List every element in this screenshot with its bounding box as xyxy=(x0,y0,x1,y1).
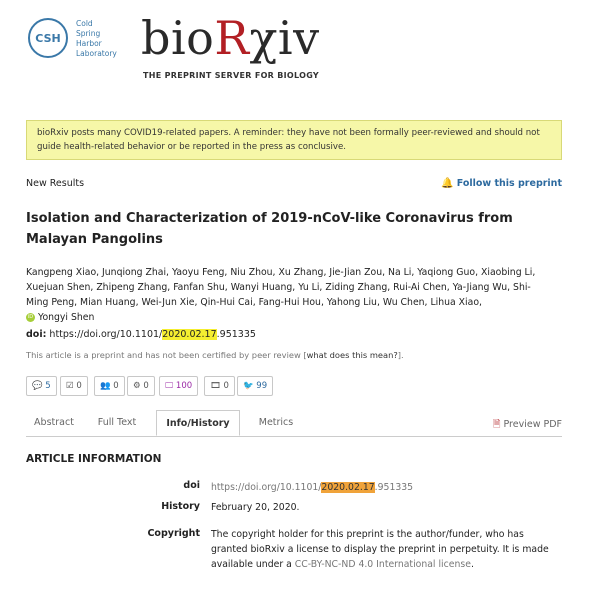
twitter-button[interactable]: 🐦 99 xyxy=(237,376,273,396)
info-doi-label: doi xyxy=(183,480,200,491)
tab-info-history[interactable]: Info/History xyxy=(156,410,240,436)
follow-preprint-button[interactable] xyxy=(441,178,562,189)
csh-line: Laboratory xyxy=(76,49,117,58)
twitter-icon: 🐦 xyxy=(243,381,254,391)
video-button[interactable]: 🎞 0 xyxy=(204,376,235,396)
csh-line: Harbor xyxy=(76,39,102,48)
tab-abstract[interactable]: Abstract xyxy=(34,417,74,428)
pdf-icon: 🗎 xyxy=(492,419,501,430)
automated-services-button[interactable]: ⚙ 0 xyxy=(127,376,155,396)
brand-pre: bio xyxy=(141,11,215,65)
checks-button[interactable]: ☑ 0 xyxy=(60,376,88,396)
info-copyright-text: The copyright holder for this preprint is the author/funder, who has granted bioRxiv a license to display the preprint in perpetuity. It is made available under a CC-BY-NC-ND 4.0 International license. xyxy=(211,529,549,570)
brand-post: χiv xyxy=(249,11,320,65)
article-information-heading: ARTICLE INFORMATION xyxy=(26,453,162,465)
author-list xyxy=(26,265,551,325)
orcid-icon[interactable]: iD xyxy=(27,314,34,320)
tagline: THE PREPRINT SERVER FOR BIOLOGY xyxy=(143,71,319,80)
preview-pdf-link[interactable]: 🗎 Preview PDF xyxy=(492,419,562,430)
covid-notice-banner: bioRxiv posts many COVID19-related papers. A reminder: they have not been formally peer-reviewed and should not guide health-related behavior or be reported in the press as conclusive. xyxy=(26,120,562,160)
doi-link[interactable]: https://doi.org/10.1101/2020.02.17.951335 xyxy=(49,329,256,340)
authors-text[interactable]: Kangpeng Xiao, Junqiong Zhai, Yaoyu Feng, Niu Zhou, Xu Zhang, Jie-Jian Zou, Na Li, Yaqiong Guo, Xiaobing Li, Xuejuan Shen, Zhipeng Zhang, Fanfan Shu, Wanyi Huang, Yu Li, Ziding Zhang, Rui-Ai Chen, Ya-Jiang Wu, Shi-Ming Peng, Mian Huang, Wei-Jun Xie, Qin-Hui Cai, Fang-Hui Hou, Yahong Liu, Wu Chen, Lihua Xiao, xyxy=(26,267,536,308)
comments-button[interactable]: 💬 5 xyxy=(26,376,57,396)
info-doi-link[interactable]: https://doi.org/10.1101/2020.02.17.951335 xyxy=(211,482,414,493)
comment-icon: 💬 xyxy=(32,381,43,391)
info-history-label: History xyxy=(161,501,200,512)
csh-wordmark[interactable] xyxy=(76,19,117,59)
csh-badge-text: CSH xyxy=(35,31,61,45)
gears-icon: ⚙ xyxy=(133,381,141,391)
tab-full-text[interactable]: Full Text xyxy=(97,417,137,428)
biorxiv-logo[interactable] xyxy=(141,10,320,66)
doi-highlight: 2020.02.17 xyxy=(162,329,217,340)
preprint-disclaimer: This article is a preprint and has not been certified by peer review [what does this mean?]. xyxy=(26,350,404,360)
csh-logo[interactable] xyxy=(28,18,68,58)
article-title: Isolation and Characterization of 2019-nCoV-like Coronavirus from Malayan Pangolins xyxy=(26,211,513,247)
community-reviews-button[interactable]: 👥 0 xyxy=(94,376,125,396)
article-tabs xyxy=(26,410,562,437)
info-copyright-label: Copyright xyxy=(147,528,200,539)
media-coverage-button[interactable]: 🖵 100 xyxy=(159,376,198,396)
doi-line xyxy=(26,329,256,340)
csh-line: Cold xyxy=(76,19,93,28)
csh-line: Spring xyxy=(76,29,101,38)
license-link[interactable]: CC-BY-NC-ND 4.0 International license xyxy=(294,559,471,570)
info-history-value: February 20, 2020. xyxy=(211,502,300,513)
info-doi-highlight: 2020.02.17 xyxy=(321,482,375,493)
follow-label: Follow this preprint xyxy=(456,178,562,189)
doi-label: doi: xyxy=(26,329,47,340)
what-does-this-mean-link[interactable]: what does this mean? xyxy=(306,350,398,360)
film-icon: 🎞 xyxy=(210,381,221,391)
users-icon: 👥 xyxy=(100,381,111,391)
monitor-icon: 🖵 xyxy=(165,381,174,391)
bell-icon: 🔔 xyxy=(441,178,454,189)
checkbox-icon: ☑ xyxy=(66,381,74,391)
last-author[interactable]: Yongyi Shen xyxy=(38,312,95,323)
tab-metrics[interactable]: Metrics xyxy=(258,417,294,428)
article-type: New Results xyxy=(26,178,85,189)
brand-r: R xyxy=(214,11,250,65)
